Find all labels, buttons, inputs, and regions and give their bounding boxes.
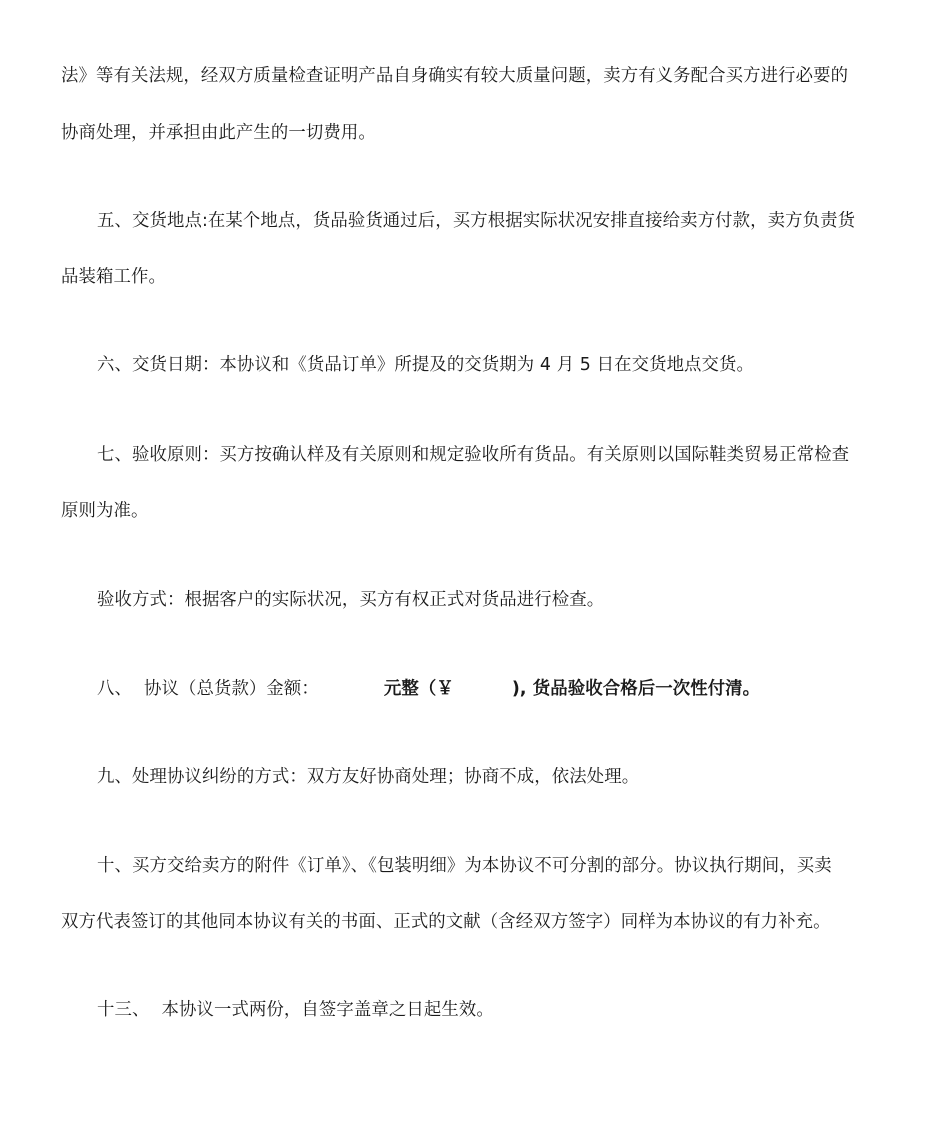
clause-5-delivery-location: 五、交货地点:在某个地点，货品验货通过后，买方根据实际状况安排直接给卖方付款，卖方负责货 [97,211,856,231]
acceptance-method: 验收方式：根据客户的实际状况，买方有权正式对货品进行检查。 [97,590,605,610]
clause-7-acceptance-principle: 七、验收原则：买方按确认样及有关原则和规定验收所有货品。有关原则以国际鞋类贸易正常检查 [97,445,850,465]
clause-5-line-2: 品装箱工作。 [61,267,166,287]
clause-13-effective [97,998,494,1022]
amount-payment-text: ), 货品验收合格后一次性付清。 [511,679,761,699]
amount-yuan-text: 元整（￥ [383,679,454,699]
clause-4-line-3: 协商处理，并承担由此产生的一切费用。 [61,123,376,143]
clause-9-dispute: 九、处理协议纠纷的方式：双方友好协商处理；协商不成，依法处理。 [97,767,640,787]
clause-10-attachments: 十、买方交给卖方的附件《订单》、《包装明细》为本协议不可分割的部分。协议执行期间，买卖 [97,856,832,876]
clause-13-label: 十三、 [97,1000,150,1020]
clause-8-amount [97,677,760,701]
clause-13-text: 本协议一式两份，自签字盖章之日起生效。 [161,1000,494,1020]
clause-6-delivery-date: 六、交货日期：本协议和《货品订单》所提及的交货期为 4 月 5 日在交货地点交货。 [97,355,755,375]
clause-8-text: 协议（总货款）金额： [143,679,319,699]
clause-8-label: 八、 [97,679,132,699]
clause-10-line-2: 双方代表签订的其他同本协议有关的书面、正式的文献（含经双方签字）同样为本协议的有力补充。 [61,912,831,932]
clause-7-line-2: 原则为准。 [61,501,149,521]
clause-4-line-2: 法》等有关法规，经双方质量检查证明产品自身确实有较大质量问题，卖方有义务配合买方进行必要的 [61,66,849,86]
